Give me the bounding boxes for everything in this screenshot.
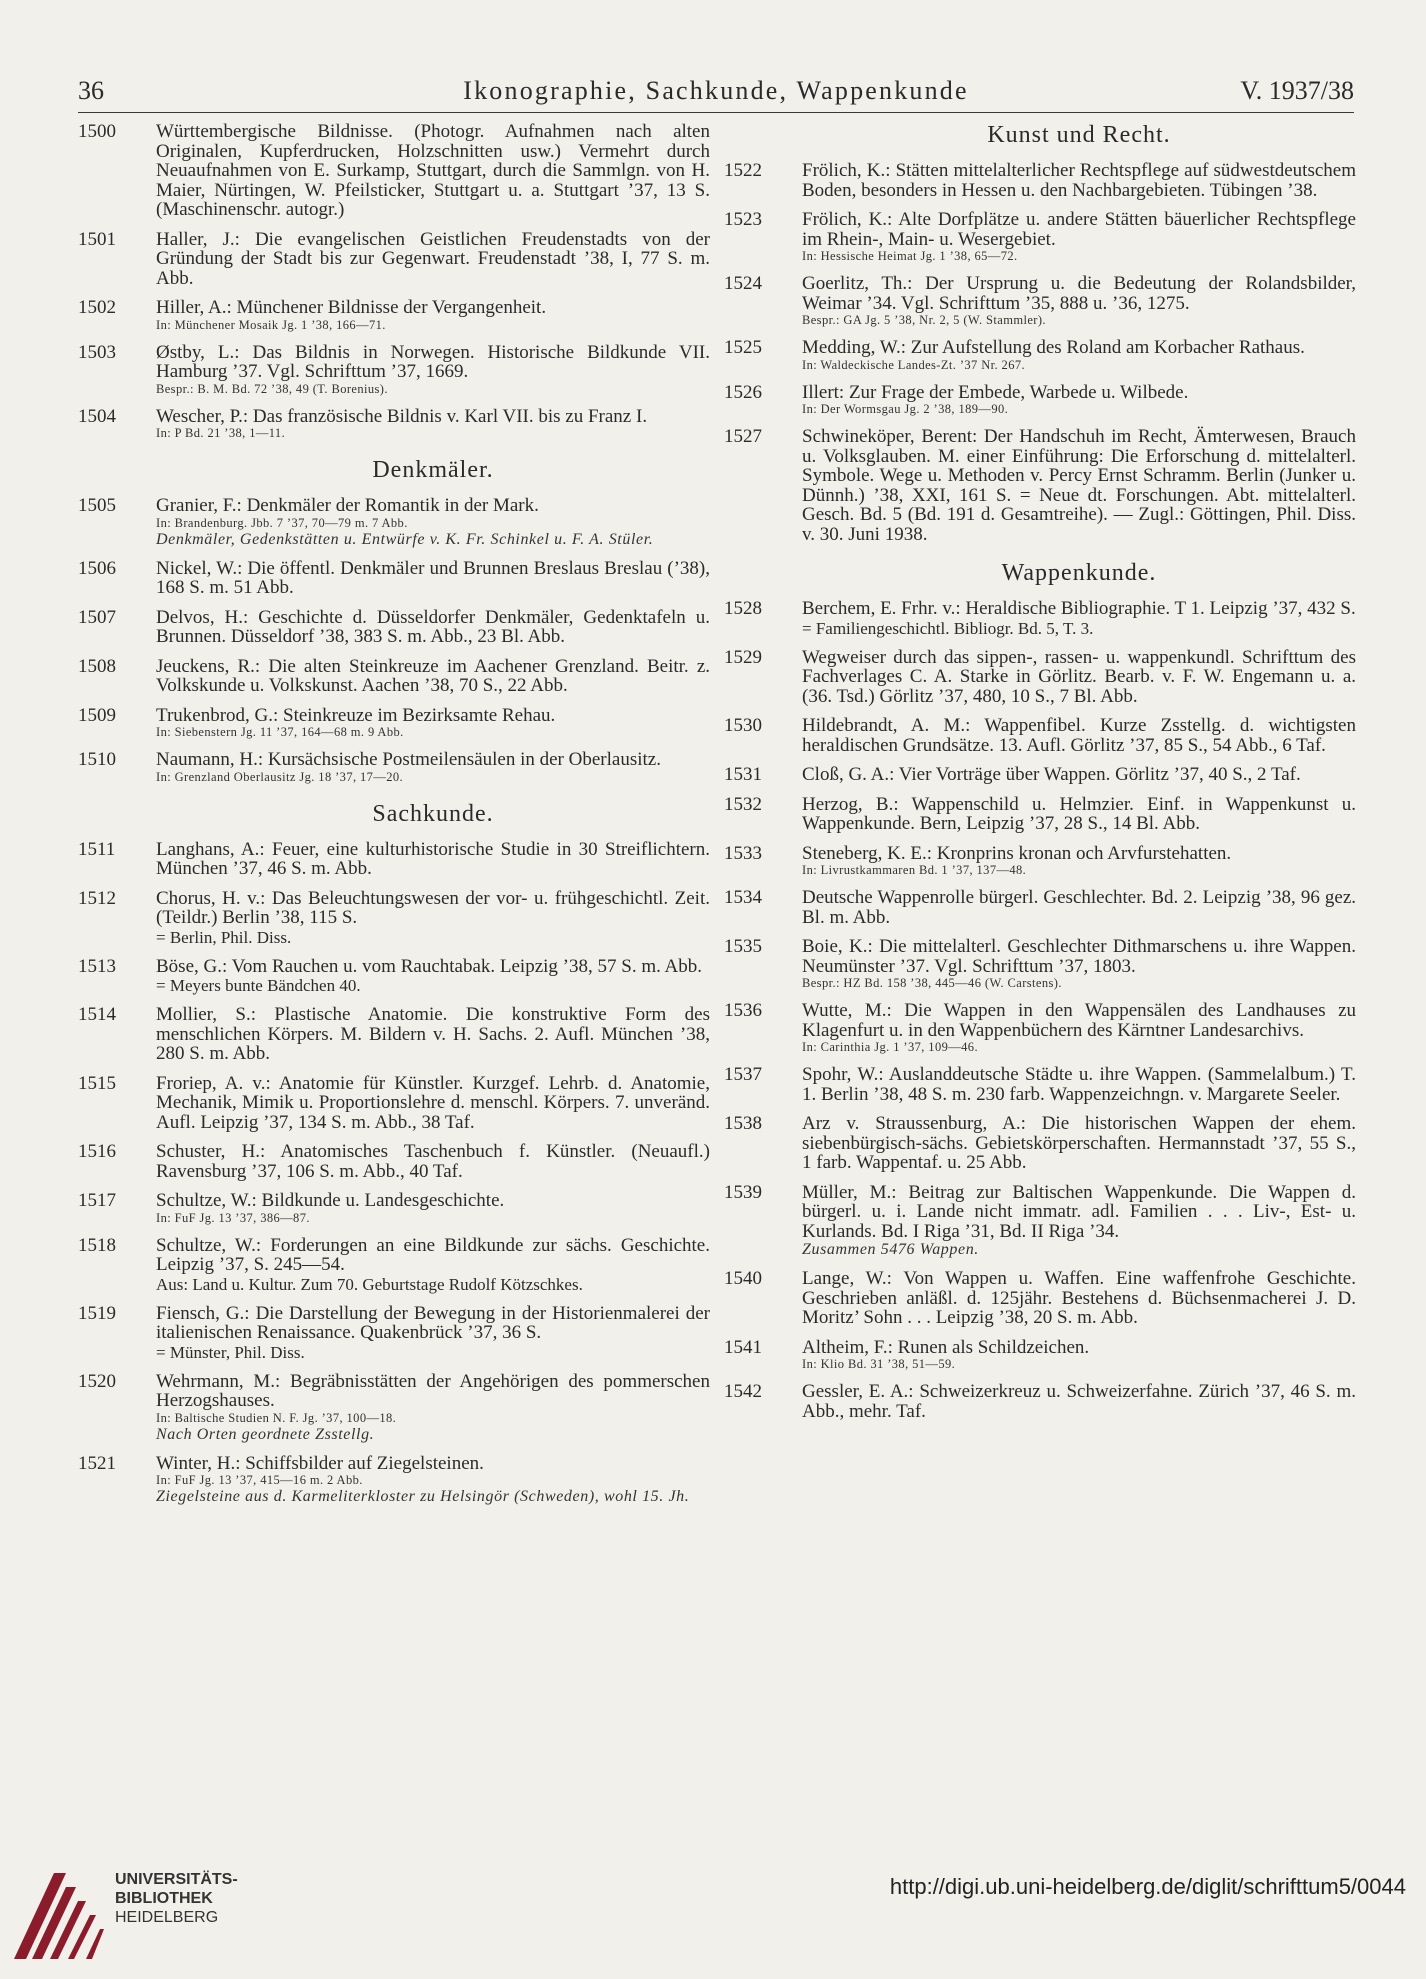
entry-text: Württembergische Bildnisse. (Photogr. Aufnahmen nach alten Originalen, Kupferdrucken, Holzschnitten usw.) Vermehrt durch Neuaufnahmen von E. Surkamp, Stuttgart, durch die Sammlgn. von H. Maier, Nürtingen, W. Pfeilsticker, Stuttgart u. a. Stuttgart ’37, 13 S. (Maschinenschr. autogr.) xyxy=(156,121,710,220)
entry-text: Winter, H.: Schiffsbilder auf Ziegelsteinen. xyxy=(156,1452,484,1474)
entry-number: 1515 xyxy=(78,1072,116,1094)
bibliography-entry xyxy=(724,888,1356,927)
entry-number: 1518 xyxy=(78,1234,116,1256)
entry-number: 1514 xyxy=(78,1004,116,1025)
entry-text: Wutte, M.: Die Wappen in den Wappensälen des Landhauses zu Klagenfurt u. in den Wappenbüchern des Kärntner Landesarchivs. xyxy=(802,1000,1356,1041)
entry-source: In: FuF Jg. 13 ’37, 415—16 m. 2 Abb. xyxy=(156,1473,363,1487)
bibliography-entry xyxy=(724,1114,1356,1173)
entry-text: Schuster, H.: Anatomisches Taschenbuch f. Künstler. (Neuaufl.) Ravensburg ’37, 106 S. m. Abb., 40 Taf. xyxy=(156,1141,710,1182)
entry-text: Haller, J.: Die evangelischen Geistlichen Freudenstadts von der Gründung der Stadt bis zur Gegenwart. Freudenstadt ’38, I, 77 S. m. Abb. xyxy=(156,228,710,289)
entry-number: 1508 xyxy=(78,655,116,677)
entry-number: 1534 xyxy=(724,887,762,908)
entry-number: 1528 xyxy=(724,598,762,619)
entry-note: = Familiengeschichtl. Bibliogr. Bd. 5, T. 3. xyxy=(802,618,1094,638)
entry-number: 1516 xyxy=(78,1141,116,1162)
running-title: Ikonographie, Sachkunde, Wappenkunde xyxy=(463,76,969,105)
entry-text: Goerlitz, Th.: Der Ursprung u. die Bedeutung der Rolandsbilder, Weimar ’34. Vgl. Schrifttum ’35, 888 u. ’36, 1275. xyxy=(802,273,1356,314)
entry-number: 1537 xyxy=(724,1064,762,1085)
entry-source: Bespr.: GA Jg. 5 ’38, Nr. 2, 5 (W. Stammler). xyxy=(802,313,1046,327)
bibliography-entry xyxy=(724,1183,1356,1260)
entry-note: Aus: Land u. Kultur. Zum 70. Geburtstage Rudolf Kötzschkes. xyxy=(156,1274,583,1294)
entry-number: 1504 xyxy=(78,405,116,427)
entry-note: = Berlin, Phil. Diss. xyxy=(156,927,292,947)
entry-text: Wehrmann, M.: Begräbnisstätten der Angehörigen des pommerschen Herzogshauses. xyxy=(156,1370,710,1411)
library-name-line-1: UNIVERSITÄTS- xyxy=(115,1871,238,1888)
source-url-link[interactable]: http://digi.ub.uni-heidelberg.de/diglit/schrifttum5/0044 xyxy=(889,1874,1406,1899)
entry-source: In: P Bd. 21 ’38, 1—11. xyxy=(156,426,286,440)
entry-annotation: Zusammen 5476 Wappen. xyxy=(802,1241,979,1258)
entry-number: 1507 xyxy=(78,606,116,628)
bibliography-entry xyxy=(724,383,1356,418)
entry-number: 1502 xyxy=(78,297,116,318)
entry-text: Jeuckens, R.: Die alten Steinkreuze im Aachener Grenzland. Beitr. z. Volkskunde u. Volkskunst. Aachen ’38, 70 S., 22 Abb. xyxy=(156,655,710,696)
bibliography-entry xyxy=(78,230,710,289)
entry-number: 1524 xyxy=(724,273,762,294)
entry-text: Hildebrandt, A. M.: Wappenfibel. Kurze Zsstellg. d. wichtigsten heraldischen Grundsätze. 13. Aufl. Görlitz ’37, 85 S., 54 Abb., 6 Taf. xyxy=(802,715,1356,756)
bibliography-entry xyxy=(724,1001,1356,1055)
entry-annotation: Nach Orten geordnete Zsstellg. xyxy=(156,1425,375,1443)
section-heading: Denkmäler. xyxy=(372,457,494,483)
bibliography-entry xyxy=(78,122,710,220)
library-name-line-2: BIBLIOTHEK xyxy=(115,1890,213,1907)
section-heading: Kunst und Recht. xyxy=(987,122,1171,148)
entry-number: 1533 xyxy=(724,842,762,864)
entry-text: Langhans, A.: Feuer, eine kulturhistorische Studie in 30 Streiflichtern. München ’37, 46 S. m. Abb. xyxy=(156,838,710,879)
entry-text: Wegweiser durch das sippen-, rassen- u. wappenkundl. Schrifttum des Fachverlages C. A. Starke in Görlitz. Bearb. v. F. W. Engemann u. a. (36. Tsd.) Görlitz ’37, 480, 10 S., 7 Bl. Abb. xyxy=(802,646,1356,707)
entry-source: In: Der Wormsgau Jg. 2 ’38, 189—90. xyxy=(802,402,1009,416)
bibliography-entry xyxy=(724,599,1356,638)
entry-text: Østby, L.: Das Bildnis in Norwegen. Historische Bildkunde VII. Hamburg ’37. Vgl. Schrifttum ’37, 1669. xyxy=(156,341,710,382)
bibliography-entry xyxy=(724,716,1356,755)
bibliography-entry xyxy=(724,844,1356,879)
entry-text: Berchem, E. Frhr. v.: Heraldische Bibliographie. T 1. Leipzig ’37, 432 S. xyxy=(802,598,1356,619)
library-name xyxy=(115,1870,238,1927)
entry-text: Naumann, H.: Kursächsische Postmeilensäulen in der Oberlausitz. xyxy=(156,749,661,770)
entry-annotation: Ziegelsteine aus d. Karmeliterkloster zu Helsingör (Schweden), wohl 15. Jh. xyxy=(156,1488,690,1505)
bibliography-entry xyxy=(724,937,1356,991)
entry-source: In: FuF Jg. 13 ’37, 386—87. xyxy=(156,1210,310,1225)
entry-number: 1523 xyxy=(724,209,762,230)
entry-number: 1532 xyxy=(724,793,762,815)
entry-text: Schwineköper, Berent: Der Handschuh im Recht, Ämterwesen, Brauch u. Volksglauben. M. einer Einführung: Die Erforschung d. mittelalterl. Symbole. Wege u. Methoden v. Percy Ernst Schramm. Berlin (Junker u. Dünnh.) ’38, XXI, 161 S. = Neue dt. Forschungen. Abt. mittelalterl. Gesch. Bd. 5 (Bd. 191 d. Gesamtreihe). — Zugl.: Göttingen, Phil. Diss. v. 30. Juni 1938. xyxy=(802,426,1356,545)
entry-source: In: Baltische Studien N. F. Jg. ’37, 100—18. xyxy=(156,1410,397,1425)
bibliography-entry xyxy=(78,1191,710,1226)
page-number: 36 xyxy=(78,76,104,105)
entry-number: 1542 xyxy=(724,1381,762,1402)
entry-number: 1506 xyxy=(78,557,116,579)
bibliography-entry xyxy=(78,1454,710,1507)
entry-text: Steneberg, K. E.: Kronprins kronan och Arvfurstehatten. xyxy=(802,842,1232,864)
bibliography-entry xyxy=(78,889,710,947)
bibliography-entry xyxy=(78,1142,710,1181)
bibliography-entry xyxy=(724,1338,1356,1373)
entry-source: In: Hessische Heimat Jg. 1 ’38, 65—72. xyxy=(802,249,1018,263)
bibliography-entry xyxy=(78,1005,710,1064)
entry-number: 1522 xyxy=(724,160,762,181)
entry-number: 1521 xyxy=(78,1452,116,1474)
entry-text: Herzog, B.: Wappenschild u. Helmzier. Einf. in Wappenkunst u. Wappenkunde. Bern, Leipzig ’37, 28 S., 14 Bl. Abb. xyxy=(802,793,1356,834)
entry-number: 1539 xyxy=(724,1181,762,1203)
entry-number: 1510 xyxy=(78,749,116,770)
entry-number: 1501 xyxy=(78,228,116,250)
bibliography-entry xyxy=(724,765,1356,785)
entry-number: 1531 xyxy=(724,764,762,785)
entry-text: Frölich, K.: Alte Dorfplätze u. andere Stätten bäuerlicher Rechtspflege im Rhein-, Main- u. Wesergebiet. xyxy=(802,209,1356,250)
bibliography-entry xyxy=(78,608,710,647)
entry-text: Fiensch, G.: Die Darstellung der Bewegung in der Historienmalerei der italienischen Renaissance. Quakenbrück ’37, 36 S. xyxy=(156,1302,710,1343)
bibliography-entry xyxy=(724,338,1356,373)
entry-text: Nickel, W.: Die öffentl. Denkmäler und Brunnen Breslaus Breslau (’38), 168 S. m. 51 Abb. xyxy=(156,557,710,598)
bibliography-entry xyxy=(78,1304,710,1362)
entry-text: Delvos, H.: Geschichte d. Düsseldorfer Denkmäler, Gedenktafeln u. Brunnen. Düsseldorf ’38, 383 S. m. Abb., 23 Bl. Abb. xyxy=(156,606,710,647)
entry-text: Mollier, S.: Plastische Anatomie. Die konstruktive Form des menschlichen Körpers. M. Bildern v. H. Sachs. 2. Aufl. München ’38, 280 S. m. Abb. xyxy=(156,1004,710,1064)
entry-text: Illert: Zur Frage der Embede, Warbede u. Wilbede. xyxy=(802,381,1189,403)
entry-number: 1527 xyxy=(724,426,762,447)
entry-source: In: Waldeckische Landes-Zt. ’37 Nr. 267. xyxy=(802,357,1026,372)
entry-number: 1513 xyxy=(78,955,116,977)
bibliography-entry xyxy=(724,1382,1356,1421)
entry-text: Boie, K.: Die mittelalterl. Geschlechter Dithmarschens u. ihre Wappen. Neumünster ’37. Vgl. Schrifttum ’37, 1803. xyxy=(802,936,1356,977)
entry-note: = Münster, Phil. Diss. xyxy=(156,1342,305,1362)
entry-number: 1503 xyxy=(78,341,116,363)
entry-source: In: Grenzland Oberlausitz Jg. 18 ’37, 17—20. xyxy=(156,769,404,784)
entry-source: In: Siebenstern Jg. 11 ’37, 164—68 m. 9 Abb. xyxy=(156,725,404,739)
entry-source: In: Carinthia Jg. 1 ’37, 109—46. xyxy=(802,1040,978,1054)
entry-text: Medding, W.: Zur Aufstellung des Roland am Korbacher Rathaus. xyxy=(802,337,1305,358)
entry-source: In: Livrustkammaren Bd. 1 ’37, 137—48. xyxy=(802,863,1027,877)
entry-text: Granier, F.: Denkmäler der Romantik in der Mark. xyxy=(156,495,539,516)
entry-text: Froriep, A. v.: Anatomie für Künstler. Kurzgef. Lehrb. d. Anatomie, Mechanik, Mimik u. Proportionslehre d. menschl. Körpers. 7. unveränd. Aufl. Leipzig ’37, 134 S. m. Abb., 38 Taf. xyxy=(156,1072,710,1133)
entry-number: 1500 xyxy=(78,121,116,142)
bibliography-entry xyxy=(724,648,1356,707)
entry-text: Müller, M.: Beitrag zur Baltischen Wappenkunde. Die Wappen d. bürgerl. u. i. Lande nicht immatr. adl. Familien . . . Liv-, Est- u. Kurlands. Bd. I Riga ’31, Bd. II Riga ’34. xyxy=(802,1181,1356,1242)
entry-text: Hiller, A.: Münchener Bildnisse der Vergangenheit. xyxy=(156,297,547,318)
entry-text: Schultze, W.: Bildkunde u. Landesgeschichte. xyxy=(156,1190,505,1211)
bibliography-entry xyxy=(78,496,710,549)
entry-number: 1538 xyxy=(724,1113,762,1134)
entry-text: Spohr, W.: Auslanddeutsche Städte u. ihre Wappen. (Sammelalbum.) T. 1. Berlin ’38, 48 S. m. 230 farb. Wappenzeichngn. v. Margarete Seeler. xyxy=(802,1064,1356,1105)
entry-number: 1535 xyxy=(724,936,762,957)
entry-number: 1517 xyxy=(78,1190,116,1211)
bibliography-entry xyxy=(78,298,710,333)
entry-number: 1511 xyxy=(78,838,116,860)
bibliography-entry xyxy=(78,957,710,996)
university-library-logo-icon xyxy=(8,1865,108,1965)
entry-text: Gessler, E. A.: Schweizerkreuz u. Schweizerfahne. Zürich ’37, 46 S. m. Abb., mehr. Taf. xyxy=(802,1381,1356,1422)
entry-source: Bespr.: HZ Bd. 158 ’38, 445—46 (W. Carstens). xyxy=(802,976,1062,990)
entry-number: 1519 xyxy=(78,1302,116,1324)
bibliography-entry xyxy=(78,657,710,696)
entry-source: In: Klio Bd. 31 ’38, 51—59. xyxy=(802,1357,956,1371)
entry-text: Lange, W.: Von Wappen u. Waffen. Eine waffenfrohe Geschichte. Geschrieben anläßl. d. 125jähr. Bestehens d. Büchsenmacherei J. D. Moritz’ Sohn . . . Leipzig ’38, 20 S. m. Abb. xyxy=(802,1268,1356,1328)
entry-number: 1512 xyxy=(78,887,116,909)
bibliography-entry xyxy=(78,840,710,879)
entry-text: Böse, G.: Vom Rauchen u. vom Rauchtabak. Leipzig ’38, 57 S. m. Abb. xyxy=(156,955,703,977)
bibliography-entry xyxy=(724,427,1356,544)
entry-note: = Meyers bunte Bändchen 40. xyxy=(156,976,361,995)
entry-text: Arz v. Straussenburg, A.: Die historischen Wappen der ehem. siebenbürgisch-sächs. Gebietskörperschaften. Hermannstadt ’37, 55 S., 1 farb. Wappentaf. u. 25 Abb. xyxy=(802,1113,1356,1173)
entry-source: In: Brandenburg. Jbb. 7 ’37, 70—79 m. 7 Abb. xyxy=(156,515,408,530)
entry-number: 1525 xyxy=(724,337,762,358)
entry-text: Frölich, K.: Stätten mittelalterlicher Rechtspflege auf südwestdeutschem Boden, besonders in Hessen u. den Nachbargebieten. Tübingen ’38. xyxy=(802,160,1356,201)
bibliography-entry xyxy=(724,210,1356,264)
bibliography-entry xyxy=(78,559,710,598)
bibliography-entry xyxy=(78,343,710,397)
bibliography-entry xyxy=(78,706,710,741)
entry-source: In: Münchener Mosaik Jg. 1 ’38, 166—71. xyxy=(156,317,386,332)
entry-number: 1536 xyxy=(724,1000,762,1021)
entry-number: 1505 xyxy=(78,495,116,516)
right-column xyxy=(724,122,1356,1431)
entry-text: Cloß, G. A.: Vier Vorträge über Wappen. Görlitz ’37, 40 S., 2 Taf. xyxy=(802,764,1301,785)
left-column xyxy=(78,122,710,1516)
entry-text: Schultze, W.: Forderungen an eine Bildkunde zur sächs. Geschichte. Leipzig ’37, S. 245—54. xyxy=(156,1234,710,1275)
bibliography-entry xyxy=(78,750,710,785)
bibliography-entry xyxy=(78,1074,710,1133)
library-name-line-3: HEIDELBERG xyxy=(115,1909,219,1926)
section-heading: Wappenkunde. xyxy=(1001,560,1157,586)
page-header xyxy=(78,76,1354,113)
entry-number: 1509 xyxy=(78,704,116,726)
bibliography-entry xyxy=(78,1372,710,1444)
bibliography-entry xyxy=(724,1269,1356,1328)
section-heading: Sachkunde. xyxy=(372,800,494,827)
entry-number: 1530 xyxy=(724,715,762,736)
entry-text: Wescher, P.: Das französische Bildnis v. Karl VII. bis zu Franz I. xyxy=(156,405,648,427)
bibliography-entry xyxy=(724,274,1356,328)
bibliography-entry xyxy=(724,795,1356,834)
entry-text: Deutsche Wappenrolle bürgerl. Geschlechter. Bd. 2. Leipzig ’38, 96 gez. Bl. m. Abb. xyxy=(802,887,1356,928)
entry-number: 1541 xyxy=(724,1336,762,1358)
entry-text: Altheim, F.: Runen als Schildzeichen. xyxy=(802,1336,1090,1358)
bibliography-entry xyxy=(78,1236,710,1294)
entry-number: 1540 xyxy=(724,1268,762,1289)
entry-number: 1520 xyxy=(78,1370,116,1392)
entry-text: Chorus, H. v.: Das Beleuchtungswesen der vor- u. frühgeschichtl. Zeit. (Teildr.) Berlin ’38, 115 S. xyxy=(156,887,710,928)
entry-annotation: Denkmäler, Gedenkstätten u. Entwürfe v. K. Fr. Schinkel u. F. A. Stüler. xyxy=(156,530,654,548)
bibliography-entry xyxy=(724,161,1356,200)
bibliography-entry xyxy=(724,1065,1356,1104)
entry-number: 1529 xyxy=(724,646,762,668)
entry-text: Trukenbrod, G.: Steinkreuze im Bezirksamte Rehau. xyxy=(156,704,556,726)
volume-label: V. 1937/38 xyxy=(1240,76,1354,105)
entry-source: Bespr.: B. M. Bd. 72 ’38, 49 (T. Borenius). xyxy=(156,381,388,396)
entry-number: 1526 xyxy=(724,381,762,403)
bibliography-entry xyxy=(78,407,710,442)
